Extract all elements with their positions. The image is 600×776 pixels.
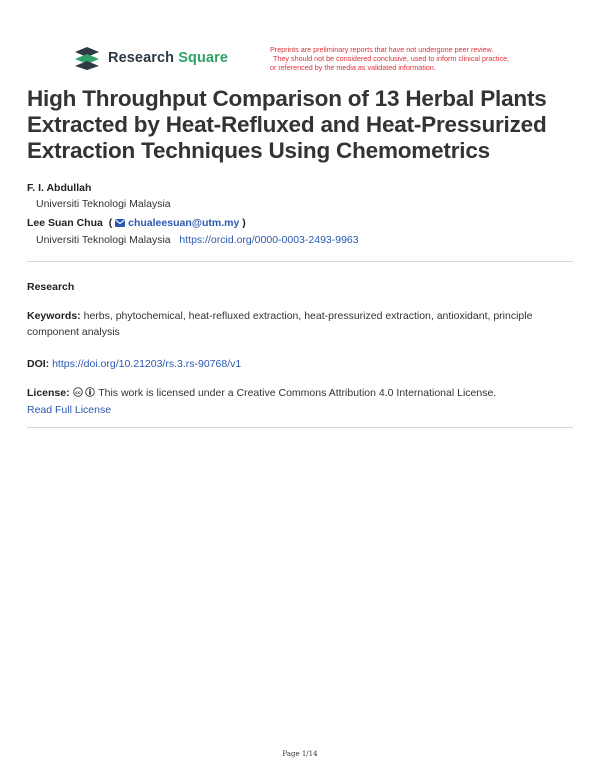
disclaimer-line: They should not be considered conclusive, used to inform clinical practice,: [273, 54, 510, 63]
license-icons: [73, 386, 96, 402]
research-square-logo-icon: [74, 46, 102, 70]
divider: [27, 261, 573, 262]
license: [27, 385, 572, 418]
keywords-label: Keywords:: [27, 310, 81, 322]
author-email-link[interactable]: [115, 217, 242, 229]
research-square-logo[interactable]: [74, 46, 228, 70]
disclaimer-line: or referenced by the media as validated information.: [270, 63, 436, 72]
by-icon: [85, 387, 95, 397]
disclaimer-line: Preprints are preliminary reports that have not undergone peer review.: [270, 45, 494, 54]
doi-link[interactable]: https://doi.org/10.21203/rs.3.rs-90768/v1: [52, 358, 242, 370]
research-square-wordmark: Research Square: [108, 50, 228, 66]
author-name: Lee Suan Chua: [27, 217, 103, 229]
envelope-icon: [115, 219, 125, 227]
keywords: [27, 308, 572, 340]
paren-close: ): [242, 217, 246, 229]
cc-icon: [73, 387, 83, 397]
divider: [27, 427, 573, 428]
keywords-text: herbs, phytochemical, heat-refluxed extraction, heat-pressurized extraction, antioxidant, principle component analysis: [27, 310, 533, 338]
author-email: chualeesuan@utm.my: [128, 217, 240, 229]
doi: [27, 356, 572, 372]
orcid-link[interactable]: https://orcid.org/0000-0003-2493-9963: [179, 234, 359, 246]
read-full-license-link[interactable]: Read Full License: [27, 404, 112, 416]
license-text: This work is licensed under a Creative Commons Attribution 4.0 International License.: [98, 387, 497, 399]
author-affiliation-row: [36, 234, 359, 246]
author-name: F. I. Abdullah: [27, 182, 92, 194]
author-affiliation: Universiti Teknologi Malaysia: [36, 234, 171, 246]
paren-open: (: [108, 217, 113, 229]
paper-title: High Throughput Comparison of 13 Herbal Plants Extracted by Heat-Refluxed and Heat-Pressurized Extraction Techniques Using Chemometrics: [27, 86, 547, 163]
preprint-disclaimer: [270, 45, 540, 72]
doi-label: DOI:: [27, 358, 50, 370]
author-affiliation: Universiti Teknologi Malaysia: [36, 198, 171, 210]
author-name-with-email: [27, 217, 246, 229]
page-number: Page 1/14: [282, 750, 318, 758]
svg-text:cc: cc: [74, 391, 81, 396]
article-type: Research: [27, 281, 75, 293]
license-label: License:: [27, 387, 70, 399]
